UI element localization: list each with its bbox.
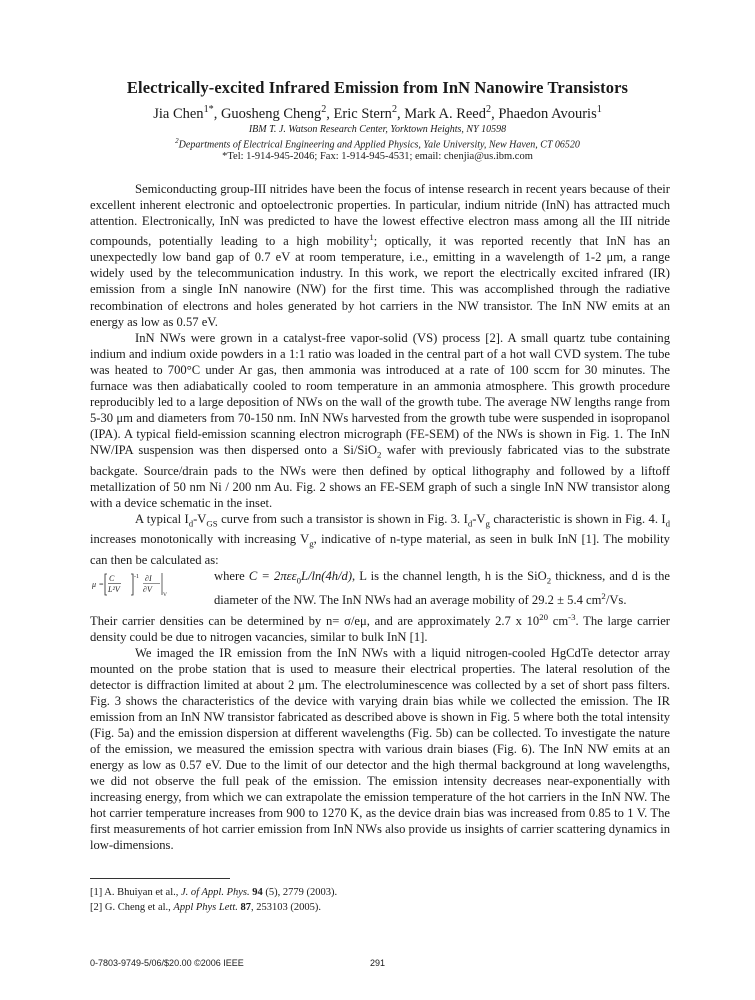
subscript: d [188, 518, 194, 529]
paragraph [90, 645, 670, 854]
author-affil-mark: 1 [596, 104, 602, 115]
author-affil-mark: 2 [486, 104, 492, 115]
author-list: Jia Chen$^{1*}$, Guosheng Cheng$^2$, Eric Stern$^2$, Mark A. Reed$^2$, Phaedon Avouris$^1$ [153, 104, 602, 122]
text-run: increases monotonically with increasing V [90, 532, 310, 547]
text-run: A typical I [135, 511, 189, 526]
paragraph [90, 511, 670, 568]
ref-text: , 253103 (2005). [250, 902, 321, 913]
paragraph [90, 181, 670, 330]
affiliation-yale [0, 137, 755, 150]
text-run: -V [472, 511, 486, 526]
page-number: 291 [370, 958, 386, 968]
text-run: , indicative of n-type material, as seen in bulk InN [1]. The mobility can then be calculated as: [90, 532, 670, 567]
text-run: wafer with previously fabricated vias to the substrate backgate. Source/drain pads to the NWs were then defined by optical lithography and followed by a liftoff metallization of 50 nm Ni / 200 nm Au. Fig. 2 shows an FE-SEM graph of such a single InN NW transistor along with a device schematic in the inset. [90, 442, 670, 510]
text-run: -V [193, 511, 207, 526]
svg-text:∂I: ∂I [145, 573, 152, 583]
reference-item [90, 900, 690, 915]
superscript: 20 [539, 611, 549, 622]
citation-mark: 1 [369, 232, 374, 243]
subscript: g [485, 518, 490, 529]
mobility-equation [90, 568, 208, 600]
paragraph [90, 330, 670, 511]
text-run: We imaged the IR emission from the InN NWs with a liquid nitrogen-cooled HgCdTe detector array mounted on the probe station that is used to measure their electrical properties. The lateral resolution of the detector is diffraction limited at about 2 μm. The electroluminescence was collected by a set of short pass filters. Fig. 3 shows the characteristics of the device with varying drain bias while we collected the emission. The IR emission from an InN NW transistor fabricated as described above is shown in Fig. 5 where both the total intensity (Fig. 5a) and the emission dispersion at different wavelengths (Fig. 5b) can be collected. To investigate the nature of the emission, we measured the emission spectra with various drain biases (Fig. 6). The InN NW emits at an energy as low as 0.57 eV. Due to the limit of our detector and the high thermal background at long wavelengths, we did not observe the full peak of the emission. The emission intensity decreases near-exponentially with increasing energy, from which we can extrapolate the emission temperature of the hot carriers in the InN NW. The hot carrier temperature increases from 900 to 1270 K, as the device drain bias was increased from 0.85 to 1 V. The first measurements of hot carrier emission from InN NWs also provide us insights of carrier scattering dynamics in low-dimensions. [90, 645, 670, 853]
footnote-divider [90, 878, 230, 879]
math-run: C = 2πεε [248, 568, 297, 583]
text-run: /Vs. [605, 593, 627, 608]
mobility-equation-line [90, 568, 670, 609]
author-affil-mark: 1* [203, 104, 214, 115]
svg-text:=: = [99, 579, 104, 589]
subscript: g [309, 538, 314, 549]
text-run: . The large carrier density could be due to nitrogen vacancies, similar to bulk InN [1]. [90, 613, 670, 644]
subscript: 2 [546, 575, 552, 586]
author-name: Guosheng Cheng [220, 105, 322, 122]
author-affil-mark: 2 [391, 104, 397, 115]
affiliation-ibm: IBM T. J. Watson Research Center, Yorktown Heights, NY 10598 [248, 124, 507, 135]
svg-text:∂V: ∂V [143, 584, 152, 594]
author-name: Eric Stern [333, 105, 392, 122]
subscript: d [467, 518, 473, 529]
subscript: d [665, 518, 670, 529]
ref-text: (5), 2779 (2003). [262, 887, 338, 898]
reference-item [90, 885, 690, 900]
ref-volume: 87 [237, 902, 251, 913]
ref-journal: J. of Appl. Phys. [180, 887, 250, 898]
ref-journal: Appl Phys Lett. [173, 902, 238, 913]
equation-graphic [90, 568, 208, 600]
contact-line: *Tel: 1-914-945-2046; Fax: 1-914-945-4531; email: chenjia@us.ibm.com [222, 151, 533, 162]
author-affil-mark: 2 [321, 104, 327, 115]
author-name: Mark A. Reed [404, 105, 486, 122]
ref-volume: 94 [249, 887, 263, 898]
text-run: Their carrier densities can be determined by n= σ/eμ, and are approximately 2.7 x 10 [90, 613, 540, 628]
ref-text: [1] A. Bhuiyan et al., [90, 887, 181, 898]
subscript: GS [206, 518, 218, 529]
subscript: 2 [376, 449, 382, 460]
math-run: L/ln(4h/d) [300, 568, 353, 583]
ref-text: [2] G. Cheng et al., [90, 902, 174, 913]
equation-explanation [208, 568, 670, 609]
author-name: Jia Chen [153, 105, 204, 122]
svg-text:V: V [163, 591, 167, 598]
text-run: thickness, and d is the diameter of the NW. The InN NWs had an average mobility of 29.2 ± 5.4 cm [214, 568, 670, 608]
text-run: where [214, 568, 249, 583]
footer-isbn: 0-7803-9749-5/06/$20.00 ©2006 IEEE [90, 958, 244, 968]
text-run: InN NWs were grown in a catalyst-free vapor-solid (VS) process [2]. A small quartz tube containing indium and indium oxide powders in a 1:1 ratio was loaded in the central part of a hot wall CVD system. The tube was heated to 700°C under Ar gas, then ammonia was introduced at a rate of 100 sccm for 30 minutes. The furnace was then adiabatically cooled to room temperature in an ammonia atmosphere. This growth procedure reproducibly led to a large deposition of NWs on the wall of the growth tube. The average NW lengths range from 5-30 μm and diameters from 70-150 nm. InN NWs harvested from the growth tube were suspended in isopropanol (IPA). A typical field-emission scanning electron micrograph (FE-SEM) of the NWs is shown in Fig. 1. The InN NW/IPA suspension was then dispersed onto a Si/SiO [90, 330, 670, 457]
svg-text:L²V: L²V [108, 584, 120, 594]
text-run: Semiconducting group-III nitrides have been the focus of intense research in recent years because of their excellent inherent electronic and optoelectronic properties. In particular, indium nitride (InN) has attracted much attention. Electronically, InN was predicted to have the lowest effective electron mass among all the III nitride compounds, potentially leading to a high mobility [90, 182, 670, 249]
paragraph-continuation [90, 609, 670, 645]
svg-text:-1: -1 [134, 573, 139, 580]
text-run: curve from such a transistor is shown in Fig. 3. I [217, 511, 468, 526]
text-run: , L is the channel length, h is the SiO [352, 568, 547, 583]
paper-title: Electrically-excited Infrared Emission from InN Nanowire Transistors [126, 78, 629, 97]
references [90, 885, 690, 915]
subscript: 0 [296, 575, 301, 586]
text-run: cm [548, 613, 569, 628]
text-run: characteristic is shown in Fig. 4. I [489, 511, 666, 526]
affil-mark: 2 [175, 137, 179, 145]
svg-text:C: C [109, 573, 115, 583]
superscript: -3 [568, 611, 576, 622]
svg-text:μ: μ [92, 579, 97, 589]
superscript: 2 [601, 591, 606, 602]
body-text [90, 181, 670, 854]
affiliation-text: Departments of Electrical Engineering and Applied Physics, Yale University, New Haven, CT 06520 [178, 139, 580, 151]
author-name: Phaedon Avouris [498, 105, 597, 122]
text-run: ; optically, it was reported recently that InN has an unexpectedly low band gap of 0.7 eV at room temperature, i.e., emitting in a wavelength of 1-2 μm, a range widely used by the telecommunication industry. In this work, we report the electrically excited infrared (IR) emission from a single InN nanowire (NW) for the first time. This was accomplished through the radiative recombination of electrons and holes generated by hot carriers in the NW transistor. The InN NW emits at an energy as low as 0.57 eV. [90, 234, 670, 329]
